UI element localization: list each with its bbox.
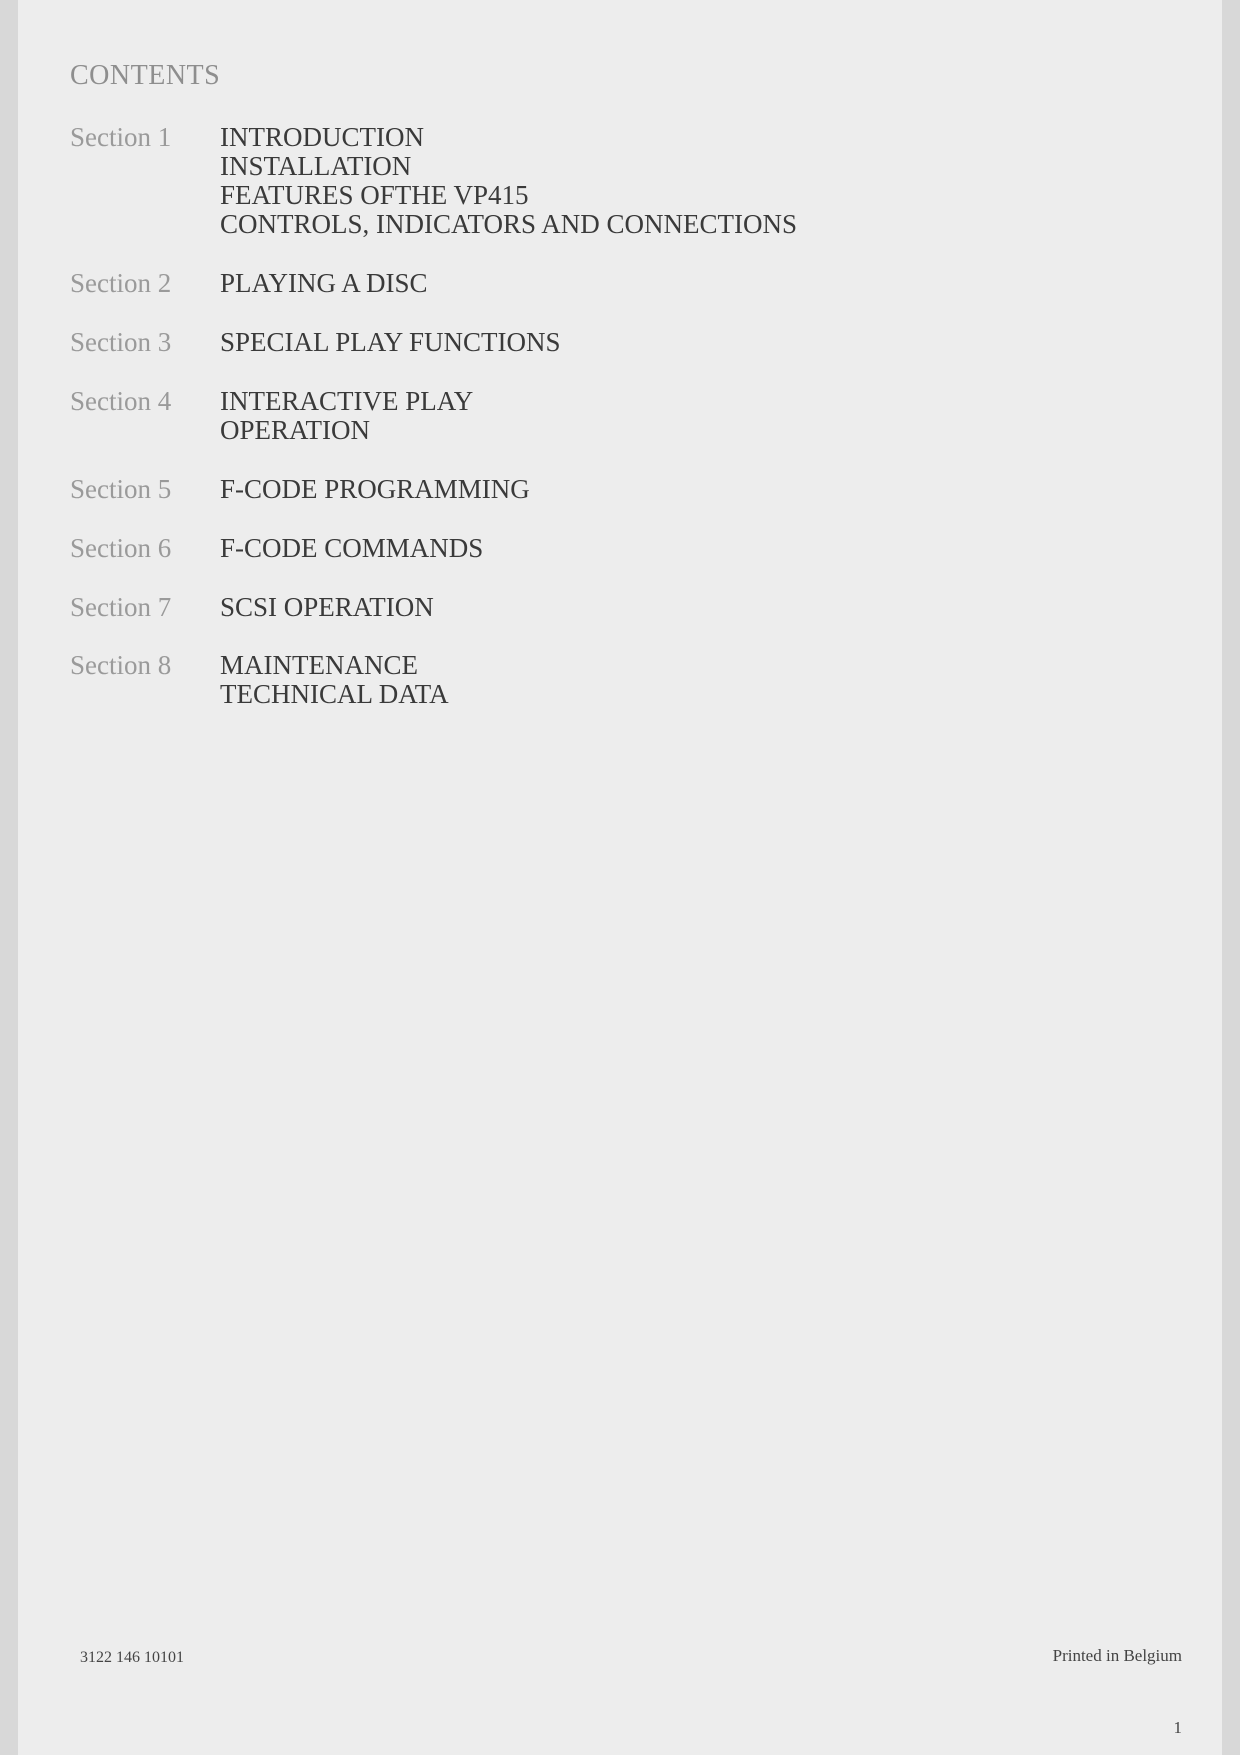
section-item: INTRODUCTION: [220, 122, 424, 152]
section-items: [220, 534, 483, 563]
section-label: Section 6: [70, 533, 172, 563]
document-code: 3122 146 10101: [80, 1649, 184, 1666]
contents-title: CONTENTS: [70, 60, 221, 91]
section-items: [220, 651, 449, 709]
section-items: [220, 387, 473, 445]
section-item: MAINTENANCE: [220, 650, 418, 680]
page-number: 1: [1173, 1718, 1182, 1737]
section-items: [220, 269, 428, 298]
section-item: SPECIAL PLAY FUNCTIONS: [220, 327, 561, 357]
section-label: Section 5: [70, 474, 172, 504]
section-item: CONTROLS, INDICATORS AND CONNECTIONS: [220, 209, 798, 239]
section-label: Section 2: [70, 268, 172, 298]
document-page: [18, 0, 1222, 1755]
section-item: INTERACTIVE PLAY: [220, 386, 474, 416]
section-item: SCSI OPERATION: [220, 592, 434, 622]
section-items: [220, 123, 797, 239]
section-label: Section 8: [70, 650, 172, 680]
section-label: Section 1: [70, 122, 172, 152]
section-item: OPERATION: [220, 415, 371, 445]
section-label: Section 3: [70, 327, 172, 357]
section-label: Section 7: [70, 592, 172, 622]
section-item: F-CODE PROGRAMMING: [220, 474, 530, 504]
section-items: [220, 593, 434, 622]
section-item: F-CODE COMMANDS: [220, 533, 484, 563]
section-item: INSTALLATION: [220, 151, 412, 181]
section-items: [220, 328, 561, 357]
section-item: FEATURES OFTHE VP415: [220, 180, 529, 210]
section-label: Section 4: [70, 386, 172, 416]
section-item: PLAYING A DISC: [220, 268, 428, 298]
section-items: [220, 475, 530, 504]
section-item: TECHNICAL DATA: [220, 679, 449, 709]
printed-in-note: Printed in Belgium: [1052, 1646, 1182, 1665]
